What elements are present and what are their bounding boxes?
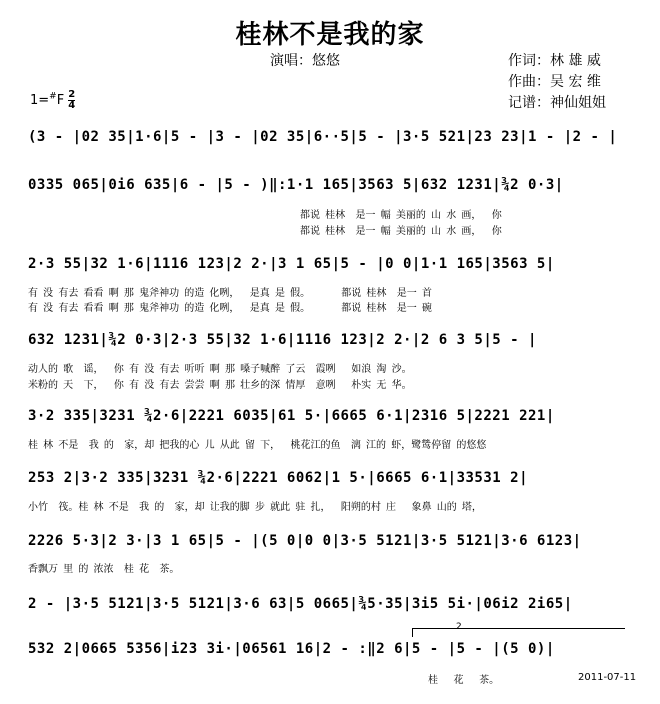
notation-line: (3 - |02 35|1·6|5 - |3 - |02 35|6··5|5 - |3·5 521|23 23|1 - |2 - | — [28, 129, 618, 145]
lyric-line: 都说 桂林 是一 幅 美丽的 山 水 画， 你 — [300, 210, 502, 221]
transcription-date: 2011-07-11 — [578, 672, 637, 683]
notation-line: 253 2|3·2 335|3231 ¾2·6|2221 6062|1 5·|6665 6·1|33531 2| — [28, 470, 529, 486]
volta-bracket — [412, 628, 625, 637]
singer-credit: 演唱：悠悠 — [270, 53, 340, 69]
key-signature: 1=#F $\frac{2}{4}$ — [30, 89, 76, 111]
song-title: 桂林不是我的家 — [235, 20, 425, 50]
lyric-line: 桂 花 茶。 — [428, 675, 500, 686]
notation-line: 532 2|0665 5356|i23 3i·|06561 16|2 - :‖2 6|5 - |5 - |(5 0)| — [28, 641, 555, 657]
lyric-line: 香飘万 里 的 浓浓 桂 花 茶。 — [28, 564, 180, 575]
lyric-line: 有 没 有去 看看 啊 那 鬼斧神功 的造 化咧， 是真 是 假。 都说 桂林 是一 碗 — [28, 303, 432, 314]
lyric-line: 小竹 筏。桂 林 不是 我 的 家，却 让我的脚 步 就此 驻 扎， 阳朔的村 庄 象鼻 山的 塔， — [28, 502, 482, 513]
notation-line: 0335 065|0i6 635|6 - |5 - )‖:1·1 165|3563 5|632 1231|¾2 0·3| — [28, 177, 564, 193]
composer-credit: 作曲：吴 宏 维 — [508, 74, 601, 90]
lyric-line: 米粉的 天 下， 你 有 没 有去 尝尝 啊 那 壮乡的深 情厚 意咧 朴实 无 华。 — [28, 380, 412, 391]
volta-number: 2 — [456, 622, 462, 632]
lyric-line: 都说 桂林 是一 幅 美丽的 山 水 画， 你 — [300, 226, 502, 237]
notation-line: 632 1231|¾2 0·3|2·3 55|32 1·6|1116 123|2 2·|2 6 3 5|5 - | — [28, 332, 537, 348]
notation-line: 3·2 335|3231 ¾2·6|2221 6035|61 5·|6665 6·1|2316 5|2221 221| — [28, 408, 555, 424]
lyric-line: 动人的 歌 谣， 你 有 没 有去 听听 啊 那 嗓子喊醉 了云 霞咧 如浪 淘 沙。 — [28, 364, 412, 375]
lyricist-credit: 作词：林 雄 威 — [508, 53, 601, 69]
notation-line: 2226 5·3|2 3·|3 1 65|5 - |(5 0|0 0|3·5 5121|3·5 5121|3·6 6123| — [28, 533, 582, 549]
notation-line: 2·3 55|32 1·6|1116 123|2 2·|3 1 65|5 - |0 0|1·1 165|3563 5| — [28, 256, 555, 272]
time-signature: $\frac{2}{4}$ — [68, 89, 76, 111]
lyric-line: 有 没 有去 看看 啊 那 鬼斧神功 的造 化咧， 是真 是 假。 都说 桂林 是一 首 — [28, 288, 432, 299]
transcriber-credit: 记谱：神仙姐姐 — [508, 95, 606, 111]
notation-line: 2 - |3·5 5121|3·5 5121|3·6 63|5 0665|¾5·35|3i5 5i·|06i2 2i65| — [28, 596, 573, 612]
lyric-line: 桂 林 不是 我 的 家，却 把我的心 儿 从此 留 下， 桃花江的鱼 漓 江的 虾，鹭鸶停留 的悠悠 — [28, 440, 487, 451]
